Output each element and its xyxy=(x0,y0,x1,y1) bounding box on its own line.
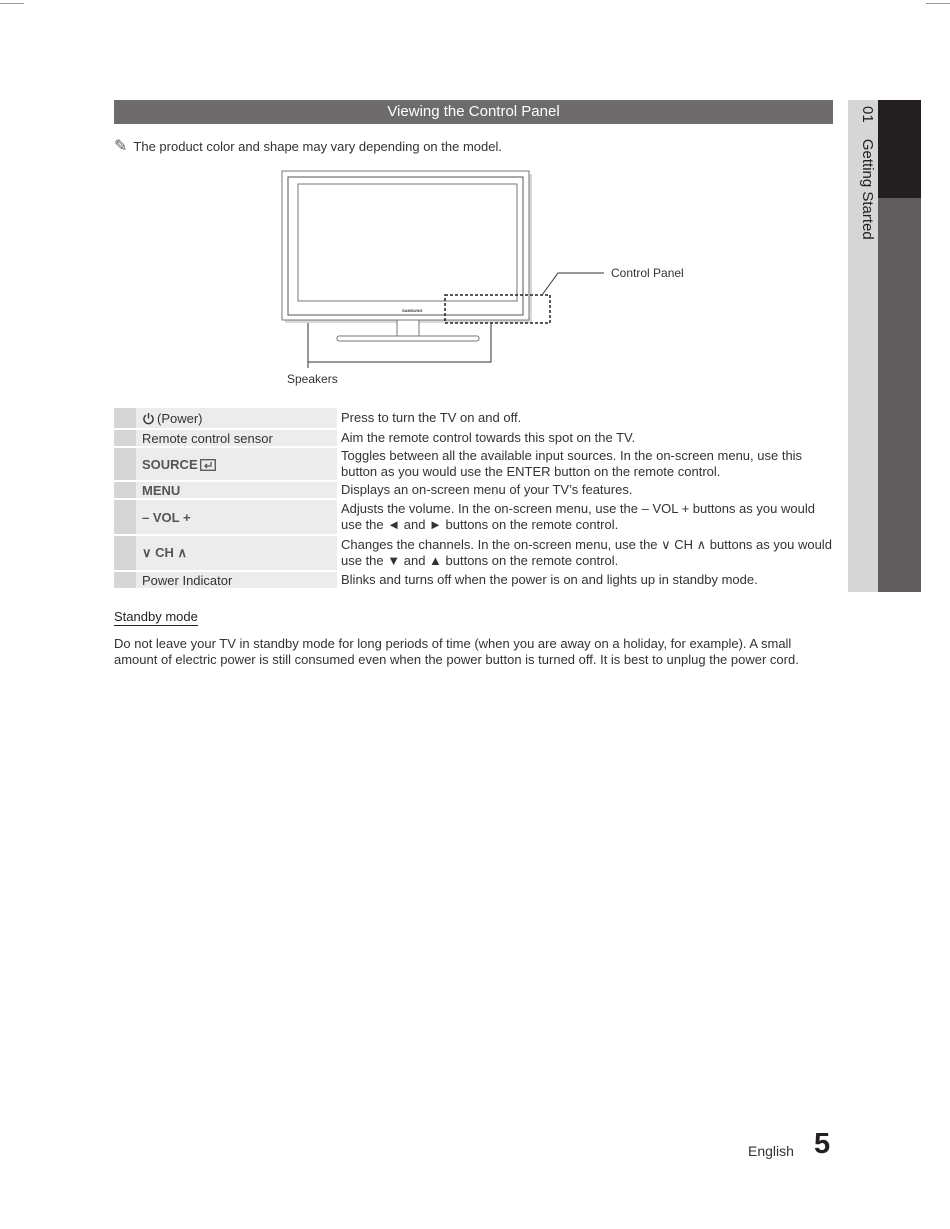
tv-screen xyxy=(298,184,517,301)
source-label: SOURCE xyxy=(142,456,198,472)
control-panel-table xyxy=(114,406,834,590)
table-row xyxy=(114,572,834,588)
tv-brand-logo: SAMSUNG xyxy=(402,308,423,313)
control-description: Aim the remote control towards this spot on the TV. xyxy=(341,430,636,445)
control-panel-label: Control Panel xyxy=(611,266,684,280)
menu-label: MENU xyxy=(142,482,181,498)
footer-language: English xyxy=(748,1143,794,1159)
side-tab-gray-block xyxy=(878,198,921,592)
control-description: Press to turn the TV on and off. xyxy=(341,410,522,425)
table-row xyxy=(114,500,834,534)
side-tab-black-block xyxy=(878,100,921,198)
control-name xyxy=(136,500,337,534)
vol-label: – VOL + xyxy=(142,509,191,525)
enter-icon xyxy=(200,459,216,471)
crop-mark-right xyxy=(926,3,950,4)
chapter-side-tab xyxy=(848,100,921,592)
standby-paragraph: Do not leave your TV in standby mode for long periods of time (when you are away on a holiday, for example). A small amount of electric power is still consumed even when the power button is turned off. It is best to unplug the power cord. xyxy=(114,636,799,667)
page-number: 5 xyxy=(814,1128,831,1160)
control-description: Adjusts the volume. In the on-screen menu, use the – VOL + buttons as you would use the ◄ and ► buttons on the remote control. xyxy=(341,501,815,532)
note xyxy=(114,136,502,156)
control-description: Blinks and turns off when the power is on and lights up in standby mode. xyxy=(341,572,758,587)
table-row xyxy=(114,448,834,480)
table-row xyxy=(114,482,834,498)
speakers-label: Speakers xyxy=(287,372,338,386)
chapter-title: Getting Started xyxy=(859,138,876,240)
row-marker xyxy=(114,536,136,570)
note-pencil-icon: ✎ xyxy=(114,138,128,155)
tv-diagram xyxy=(270,165,700,390)
table-row xyxy=(114,536,834,570)
control-name: Remote control sensor xyxy=(136,430,337,446)
row-marker xyxy=(114,430,136,446)
power-icon xyxy=(142,412,155,425)
tv-stand-base xyxy=(337,336,479,341)
row-marker xyxy=(114,408,136,428)
control-description: Changes the channels. In the on-screen menu, use the ∨ CH ∧ buttons as you would use the ▼ and ▲ buttons on the remote control. xyxy=(341,537,832,568)
control-description: Toggles between all the available input sources. In the on-screen menu, use this button as you would use the ENTER button on the remote control. xyxy=(341,448,803,479)
note-text: The product color and shape may vary depending on the model. xyxy=(133,139,502,154)
row-marker xyxy=(114,500,136,534)
control-name xyxy=(136,536,337,570)
control-name xyxy=(136,448,337,480)
row-marker xyxy=(114,572,136,588)
row-marker xyxy=(114,448,136,480)
table-row xyxy=(114,408,834,428)
row-marker xyxy=(114,482,136,498)
chapter-number: 01 xyxy=(859,106,876,123)
section-banner: Viewing the Control Panel xyxy=(114,100,833,124)
ch-label: ∨ CH ∧ xyxy=(142,545,188,560)
control-name xyxy=(136,408,337,428)
crop-mark-left xyxy=(0,3,24,4)
control-name xyxy=(136,482,337,498)
power-label: (Power) xyxy=(157,410,203,426)
table-row xyxy=(114,430,834,446)
standby-heading: Standby mode xyxy=(114,609,198,624)
tv-stand-neck xyxy=(397,320,419,336)
control-panel-callout-line xyxy=(542,273,604,295)
control-description: Displays an on-screen menu of your TV’s features. xyxy=(341,482,633,497)
control-name: Power Indicator xyxy=(136,572,337,588)
chapter-label xyxy=(850,106,876,406)
